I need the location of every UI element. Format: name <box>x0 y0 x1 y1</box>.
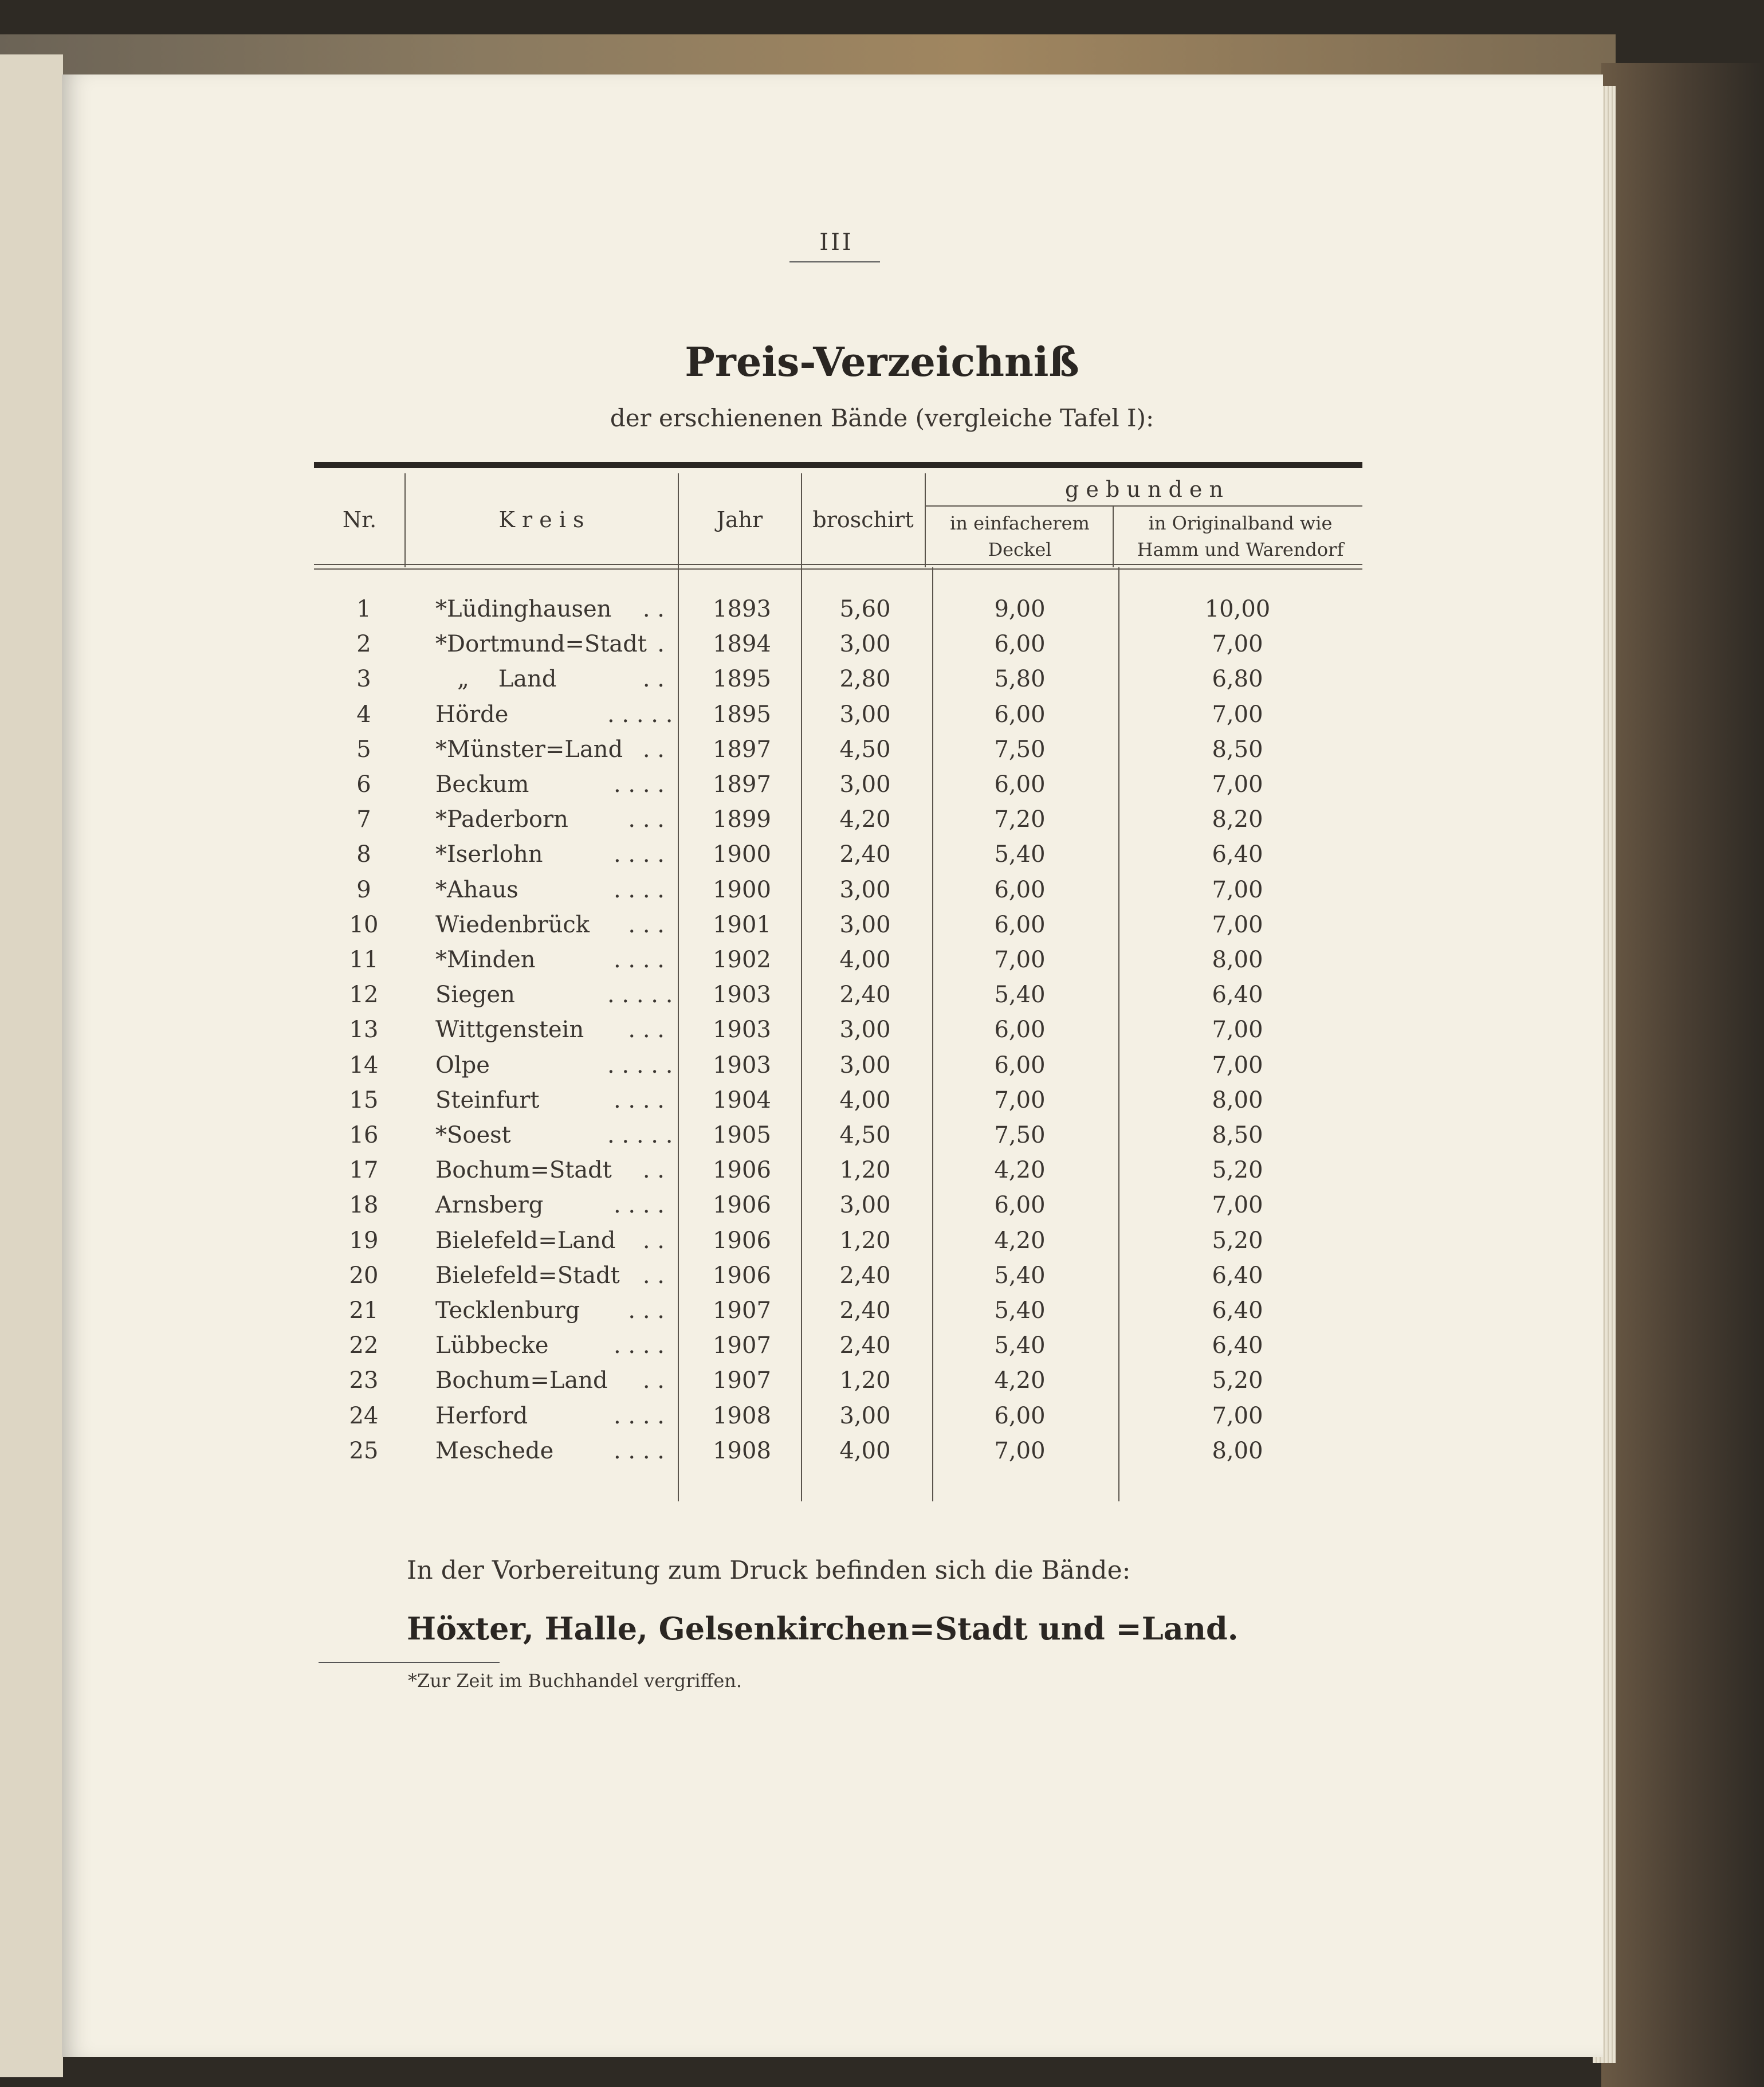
page-number-rule <box>789 261 880 262</box>
row-leader-dots: . . . . . <box>607 1052 673 1078</box>
row-jahr: 1895 <box>713 701 771 728</box>
row-kreis: Olpe <box>435 1052 490 1078</box>
header-broschirt: broschirt <box>812 507 914 532</box>
table-row <box>0 1122 1764 1157</box>
row-nr: 21 <box>349 1297 379 1324</box>
header-kreis: K r e i s <box>498 507 584 532</box>
row-broschirt: 4,00 <box>839 1086 891 1113</box>
row-broschirt: 3,00 <box>839 771 891 798</box>
row-einfach: 7,00 <box>994 1437 1046 1464</box>
row-broschirt: 4,00 <box>839 1437 891 1464</box>
row-jahr: 1903 <box>713 1017 771 1044</box>
header-original: in Originalband wie Hamm und Warendorf <box>1137 512 1344 560</box>
preparation-text: In der Vorbereitung zum Druck befinden sich die Bände: <box>407 1556 1131 1585</box>
row-jahr: 1900 <box>713 876 771 903</box>
row-einfach: 5,40 <box>994 1332 1046 1359</box>
row-leader-dots: . . . . <box>613 1402 665 1429</box>
row-kreis: Bochum=Stadt <box>435 1157 612 1184</box>
page-subtitle: der erschienenen Bände (vergleiche Tafel I): <box>610 404 1154 432</box>
row-einfach: 6,00 <box>994 631 1046 658</box>
row-nr: 8 <box>356 841 371 868</box>
row-kreis: *Iserlohn <box>435 841 543 868</box>
row-original: 6,40 <box>1212 841 1263 868</box>
row-leader-dots: . . . <box>628 806 665 833</box>
row-original: 5,20 <box>1212 1227 1263 1254</box>
row-jahr: 1901 <box>713 911 771 938</box>
row-broschirt: 4,00 <box>839 947 891 973</box>
row-jahr: 1895 <box>713 666 771 693</box>
row-einfach: 5,40 <box>994 982 1046 1009</box>
row-jahr: 1907 <box>713 1332 771 1359</box>
row-nr: 11 <box>349 947 379 973</box>
row-einfach: 5,40 <box>994 841 1046 868</box>
row-broschirt: 2,80 <box>839 666 891 693</box>
row-broschirt: 1,20 <box>839 1367 891 1394</box>
row-broschirt: 1,20 <box>839 1227 891 1254</box>
row-nr: 24 <box>349 1402 379 1429</box>
header-nr: Nr. <box>342 507 377 532</box>
row-kreis: *Dortmund=Stadt <box>435 631 647 658</box>
row-jahr: 1903 <box>713 982 771 1009</box>
row-kreis: Meschede <box>435 1437 554 1464</box>
row-leader-dots: . . <box>642 1227 665 1254</box>
row-leader-dots: . . . . <box>613 1192 665 1219</box>
row-einfach: 5,40 <box>994 1297 1046 1324</box>
row-einfach: 4,20 <box>994 1367 1046 1394</box>
row-einfach: 6,00 <box>994 1192 1046 1219</box>
row-nr: 13 <box>349 1017 379 1044</box>
table-row <box>0 1367 1764 1402</box>
header-gebunden: g e b u n d e n <box>1065 477 1223 502</box>
row-kreis: *Ahaus <box>435 876 518 903</box>
table-row <box>0 1332 1764 1367</box>
row-original: 8,00 <box>1212 947 1263 973</box>
row-original: 6,40 <box>1212 1332 1263 1359</box>
row-original: 8,00 <box>1212 1437 1263 1464</box>
row-leader-dots: . . <box>642 596 665 622</box>
row-original: 7,00 <box>1212 876 1263 903</box>
row-nr: 6 <box>356 771 371 798</box>
row-einfach: 4,20 <box>994 1157 1046 1184</box>
row-leader-dots: . . . . . <box>607 1122 673 1148</box>
row-leader-dots: . . . . <box>613 947 665 973</box>
row-kreis: „ Land <box>435 666 557 693</box>
row-kreis: *Münster=Land <box>435 736 623 763</box>
header-bottom-rule-2 <box>314 568 1362 570</box>
row-leader-dots: . . <box>642 1367 665 1394</box>
table-row <box>0 1157 1764 1192</box>
row-broschirt: 2,40 <box>839 982 891 1009</box>
table-row <box>0 1052 1764 1087</box>
row-einfach: 7,50 <box>994 736 1046 763</box>
table-row <box>0 1227 1764 1262</box>
row-broschirt: 2,40 <box>839 1332 891 1359</box>
row-broschirt: 3,00 <box>839 1052 891 1078</box>
row-original: 8,50 <box>1212 736 1263 763</box>
row-einfach: 6,00 <box>994 911 1046 938</box>
row-nr: 2 <box>356 631 371 658</box>
row-leader-dots: . . . . <box>613 876 665 903</box>
row-nr: 1 <box>356 596 371 622</box>
row-kreis: *Minden <box>435 947 536 973</box>
table-row <box>0 1297 1764 1332</box>
page-number: III <box>819 229 854 256</box>
table-row <box>0 1017 1764 1052</box>
table-row <box>0 771 1764 806</box>
row-jahr: 1908 <box>713 1437 771 1464</box>
row-jahr: 1906 <box>713 1157 771 1184</box>
row-einfach: 9,00 <box>994 596 1046 622</box>
row-original: 7,00 <box>1212 701 1263 728</box>
row-jahr: 1908 <box>713 1402 771 1429</box>
row-nr: 16 <box>349 1122 379 1148</box>
row-einfach: 7,20 <box>994 806 1046 833</box>
row-einfach: 5,80 <box>994 666 1046 693</box>
row-kreis: Lübbecke <box>435 1332 549 1359</box>
row-broschirt: 4,50 <box>839 1122 891 1148</box>
row-einfach: 6,00 <box>994 876 1046 903</box>
row-nr: 18 <box>349 1192 379 1219</box>
row-nr: 5 <box>356 736 371 763</box>
row-nr: 3 <box>356 666 371 693</box>
row-original: 8,20 <box>1212 806 1263 833</box>
row-einfach: 6,00 <box>994 1017 1046 1044</box>
row-einfach: 6,00 <box>994 1052 1046 1078</box>
row-kreis: Herford <box>435 1402 528 1429</box>
row-kreis: Hörde <box>435 701 509 728</box>
row-leader-dots: . . . <box>628 1297 665 1324</box>
row-nr: 23 <box>349 1367 379 1394</box>
row-leader-dots: . . . <box>628 911 665 938</box>
row-leader-dots: . . . . . <box>607 701 673 728</box>
table-row <box>0 701 1764 736</box>
row-jahr: 1905 <box>713 1122 771 1148</box>
row-broschirt: 2,40 <box>839 1297 891 1324</box>
row-original: 6,40 <box>1212 1297 1263 1324</box>
header-jahr: Jahr <box>716 507 763 532</box>
row-kreis: Bochum=Land <box>435 1367 608 1394</box>
row-leader-dots: . . <box>642 666 665 693</box>
row-kreis: *Paderborn <box>435 806 568 833</box>
row-einfach: 7,50 <box>994 1122 1046 1148</box>
gebunden-underline <box>926 505 1362 507</box>
row-einfach: 7,00 <box>994 947 1046 973</box>
row-original: 7,00 <box>1212 1017 1263 1044</box>
row-broschirt: 5,60 <box>839 596 891 622</box>
row-kreis: Wiedenbrück <box>435 911 590 938</box>
row-leader-dots: . . <box>642 736 665 763</box>
row-original: 7,00 <box>1212 911 1263 938</box>
row-leader-dots: . . . . <box>613 1086 665 1113</box>
row-broschirt: 2,40 <box>839 841 891 868</box>
row-original: 7,00 <box>1212 1052 1263 1078</box>
row-kreis: Arnsberg <box>435 1192 544 1219</box>
row-kreis: Siegen <box>435 982 515 1009</box>
row-original: 7,00 <box>1212 771 1263 798</box>
row-original: 6,40 <box>1212 982 1263 1009</box>
page-title: Preis-Verzeichniß <box>685 338 1079 386</box>
table-row <box>0 666 1764 701</box>
table-row <box>0 1262 1764 1297</box>
row-kreis: Beckum <box>435 771 529 798</box>
row-broschirt: 3,00 <box>839 701 891 728</box>
row-leader-dots: . . <box>642 1157 665 1184</box>
row-jahr: 1907 <box>713 1297 771 1324</box>
row-broschirt: 1,20 <box>839 1157 891 1184</box>
row-nr: 4 <box>356 701 371 728</box>
row-jahr: 1893 <box>713 596 771 622</box>
table-row <box>0 596 1764 631</box>
row-original: 8,00 <box>1212 1086 1263 1113</box>
row-leader-dots: . . . . <box>613 841 665 868</box>
row-leader-dots: . . . <box>628 1017 665 1044</box>
footnote-rule <box>319 1662 500 1663</box>
row-nr: 20 <box>349 1262 379 1289</box>
row-original: 5,20 <box>1212 1367 1263 1394</box>
row-nr: 14 <box>349 1052 379 1078</box>
row-broschirt: 3,00 <box>839 631 891 658</box>
row-original: 6,80 <box>1212 666 1263 693</box>
row-nr: 7 <box>356 806 371 833</box>
row-broschirt: 3,00 <box>839 911 891 938</box>
row-jahr: 1900 <box>713 841 771 868</box>
row-leader-dots: . . . . <box>613 1437 665 1464</box>
header-einfach: in einfacherem Deckel <box>950 512 1090 560</box>
table-row <box>0 841 1764 876</box>
row-nr: 12 <box>349 982 379 1009</box>
table-row <box>0 1403 1764 1438</box>
row-jahr: 1906 <box>713 1262 771 1289</box>
row-leader-dots: . . . . <box>613 771 665 798</box>
row-einfach: 4,20 <box>994 1227 1046 1254</box>
row-broschirt: 3,00 <box>839 1017 891 1044</box>
row-jahr: 1902 <box>713 947 771 973</box>
row-einfach: 6,00 <box>994 1402 1046 1429</box>
row-kreis: *Lüdinghausen <box>435 596 612 622</box>
table-row <box>0 947 1764 982</box>
row-jahr: 1906 <box>713 1227 771 1254</box>
row-jahr: 1894 <box>713 631 771 658</box>
row-leader-dots: . . . . <box>613 1332 665 1359</box>
row-original: 6,40 <box>1212 1262 1263 1289</box>
row-jahr: 1897 <box>713 736 771 763</box>
table-top-rule <box>314 462 1362 468</box>
row-original: 7,00 <box>1212 1192 1263 1219</box>
row-kreis: Bielefeld=Stadt <box>435 1262 620 1289</box>
row-nr: 10 <box>349 911 379 938</box>
row-nr: 17 <box>349 1157 379 1184</box>
row-broschirt: 2,40 <box>839 1262 891 1289</box>
table-row <box>0 1438 1764 1473</box>
row-original: 8,50 <box>1212 1122 1263 1148</box>
table-row <box>0 736 1764 771</box>
row-jahr: 1907 <box>713 1367 771 1394</box>
row-nr: 25 <box>349 1437 379 1464</box>
table-row <box>0 912 1764 947</box>
row-einfach: 6,00 <box>994 701 1046 728</box>
row-original: 5,20 <box>1212 1157 1263 1184</box>
row-nr: 9 <box>356 876 371 903</box>
table-row <box>0 806 1764 841</box>
row-nr: 15 <box>349 1086 379 1113</box>
row-original: 7,00 <box>1212 631 1263 658</box>
row-jahr: 1897 <box>713 771 771 798</box>
row-einfach: 6,00 <box>994 771 1046 798</box>
row-broschirt: 3,00 <box>839 876 891 903</box>
row-kreis: Bielefeld=Land <box>435 1227 616 1254</box>
table-row <box>0 982 1764 1017</box>
table-row <box>0 877 1764 912</box>
row-jahr: 1906 <box>713 1192 771 1219</box>
row-leader-dots: . . . . . <box>607 982 673 1009</box>
row-kreis: Wittgenstein <box>435 1017 584 1044</box>
row-jahr: 1903 <box>713 1052 771 1078</box>
row-broschirt: 4,50 <box>839 736 891 763</box>
row-original: 7,00 <box>1212 1402 1263 1429</box>
row-broschirt: 3,00 <box>839 1402 891 1429</box>
footnote: *Zur Zeit im Buchhandel vergriffen. <box>408 1670 742 1692</box>
row-leader-dots: . . <box>642 1262 665 1289</box>
header-bottom-rule-1 <box>314 564 1362 565</box>
preparation-names: Höxter, Halle, Gelsenkirchen=Stadt und =Land. <box>407 1610 1239 1647</box>
row-jahr: 1899 <box>713 806 771 833</box>
row-nr: 19 <box>349 1227 379 1254</box>
table-row <box>0 1087 1764 1122</box>
row-broschirt: 4,20 <box>839 806 891 833</box>
row-einfach: 7,00 <box>994 1086 1046 1113</box>
row-kreis: *Soest <box>435 1122 511 1148</box>
row-broschirt: 3,00 <box>839 1192 891 1219</box>
table-row <box>0 1192 1764 1227</box>
table-row <box>0 631 1764 666</box>
row-nr: 22 <box>349 1332 379 1359</box>
col-divider-gebunden <box>1113 507 1114 567</box>
row-kreis: Tecklenburg <box>435 1297 580 1324</box>
row-leader-dots: . <box>657 631 665 658</box>
row-original: 10,00 <box>1204 596 1271 622</box>
row-jahr: 1904 <box>713 1086 771 1113</box>
row-einfach: 5,40 <box>994 1262 1046 1289</box>
row-kreis: Steinfurt <box>435 1086 540 1113</box>
